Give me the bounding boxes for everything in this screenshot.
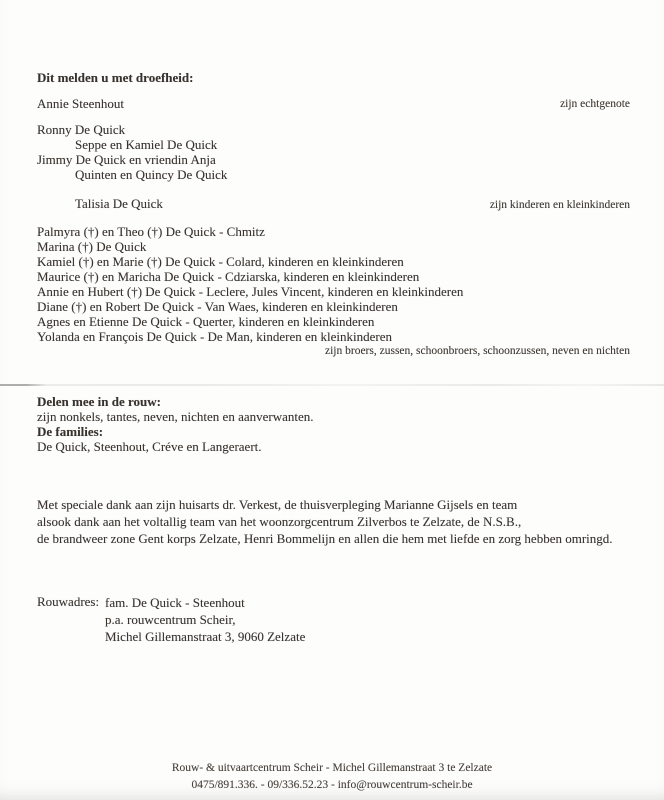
- sibling-line: Annie en Hubert (†) De Quick - Leclere, Jules Vincent, kinderen en kleinkinderen: [37, 284, 464, 299]
- mourning-section: [37, 394, 314, 454]
- child-line-talisia: Talisia De Quick: [75, 196, 163, 211]
- sibling-line: Yolanda en François De Quick - De Man, kinderen en kleinkinderen: [37, 329, 392, 344]
- child-line: Jimmy De Quick en vriendin Anja: [37, 152, 216, 167]
- spouse-relation-note: zijn echtgenote: [560, 98, 630, 110]
- sibling-line: Agnes en Etienne De Quick - Querter, kinderen en kleinkinderen: [37, 314, 375, 329]
- mourning-heading: Delen mee in de rouw:: [37, 394, 161, 409]
- families-names: De Quick, Steenhout, Créve en Langeraert.: [37, 439, 262, 454]
- spouse-name: Annie Steenhout: [37, 96, 125, 111]
- sibling-line: Diane (†) en Robert De Quick - Van Waes, kinderen en kleinkinderen: [37, 299, 398, 314]
- mourning-address: [37, 594, 305, 645]
- sibling-line: Marina (†) De Quick: [37, 239, 147, 254]
- address-label: Rouwadres:: [37, 594, 100, 609]
- notice-header: Dit melden u met droefheid:: [37, 70, 194, 85]
- grandchild-line: Seppe en Kamiel De Quick: [75, 137, 218, 152]
- sibling-line: Palmyra (†) en Theo (†) De Quick - Chmitz: [37, 224, 265, 239]
- address-line: fam. De Quick - Steenhout: [105, 595, 245, 610]
- families-heading: De families:: [37, 424, 104, 439]
- thanks-line: Met speciale dank aan zijn huisarts dr. Verkest, de thuisverpleging Marianne Gijsels en team: [37, 497, 518, 512]
- mourning-relatives: zijn nonkels, tantes, neven, nichten en aanverwanten.: [37, 409, 314, 424]
- siblings-relation-note: zijn broers, zussen, schoonbroers, schoonzussen, neven en nichten: [325, 345, 630, 357]
- funeral-home-name-address: Rouw- & uitvaartcentrum Scheir - Michel Gillemanstraat 3 te Zelzate: [171, 762, 493, 774]
- children-relation-note: zijn kinderen en kleinkinderen: [489, 199, 630, 211]
- paper-fold-line: [0, 384, 664, 386]
- thanks-line: de brandweer zone Gent korps Zelzate, Henri Bommelijn en allen die hem met liefde en zorg hebben omringd.: [37, 531, 613, 546]
- thanks-line: alsook dank aan het voltallig team van het woonzorgcentrum Zilverbos te Zelzate, de N.S.B.,: [37, 514, 522, 529]
- siblings-list: [37, 224, 463, 344]
- address-line: Michel Gillemanstraat 3, 9060 Zelzate: [105, 629, 306, 644]
- funeral-home-footer: [0, 760, 664, 794]
- sibling-line: Kamiel (†) en Marie (†) De Quick - Colard, kinderen en kleinkinderen: [37, 254, 404, 269]
- address-line: p.a. rouwcentrum Scheir,: [105, 612, 236, 627]
- child-line: Ronny De Quick: [37, 122, 126, 137]
- children-list: [37, 122, 227, 182]
- grandchild-line: Quinten en Quincy De Quick: [75, 167, 228, 182]
- thanks-paragraph: [37, 496, 613, 547]
- sibling-line: Maurice (†) en Maricha De Quick - Cdziarska, kinderen en kleinkinderen: [37, 269, 420, 284]
- funeral-home-contact: 0475/891.336. - 09/336.52.23 - info@rouwcentrum-scheir.be: [191, 779, 473, 791]
